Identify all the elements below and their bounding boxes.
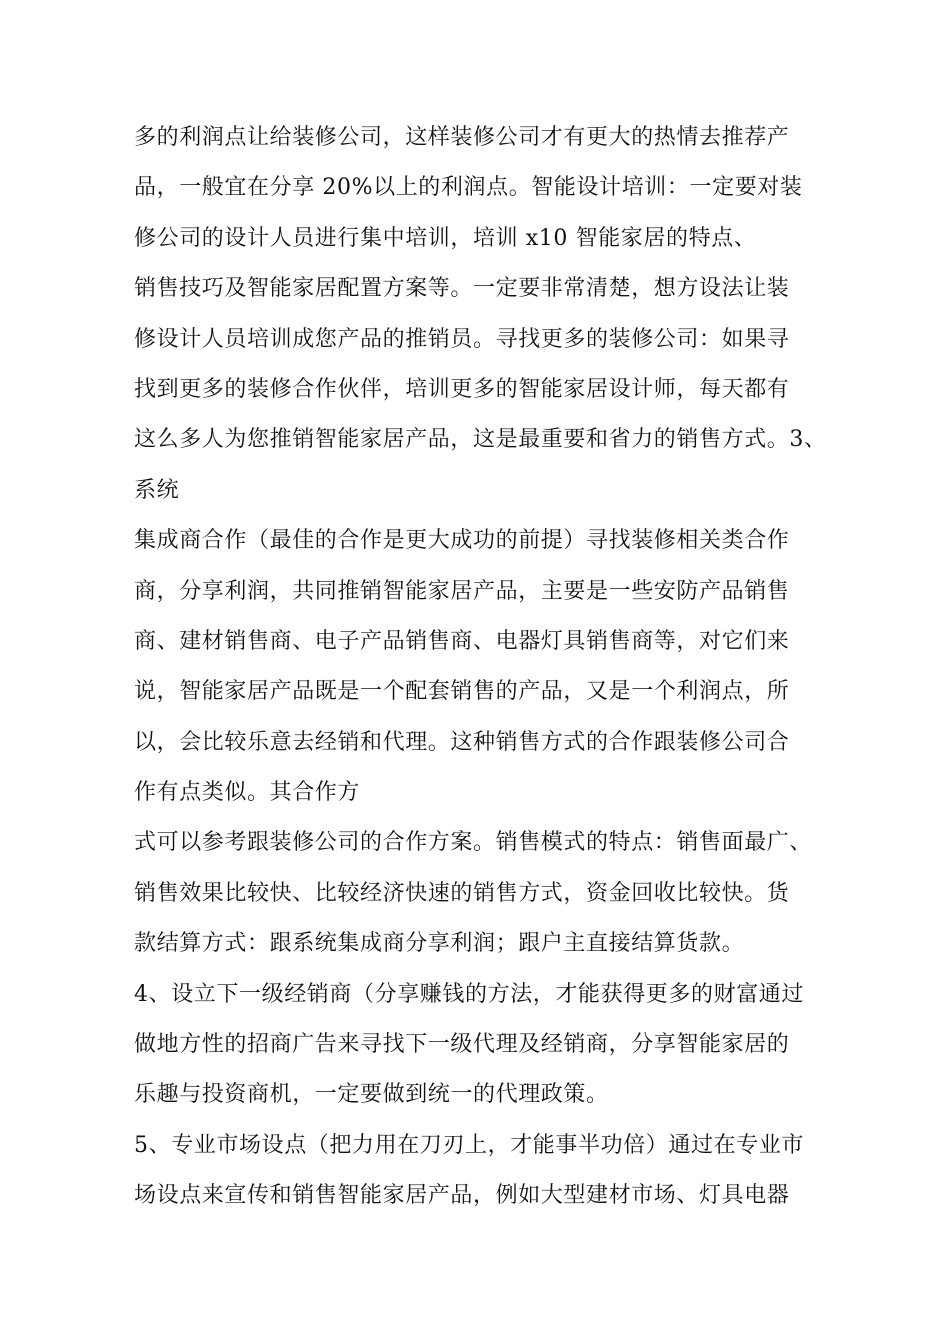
text-line-16: 销售效果比较快、比较经济快速的销售方式，资金回收比较快。货 <box>134 880 790 906</box>
text-line-10: 商，分享利润，共同推销智能家居产品，主要是一些安防产品销售 <box>134 578 790 604</box>
text-line-11: 商、建材销售商、电子产品销售商、电器灯具销售商等，对它们来 <box>134 628 790 654</box>
text-line-15: 式可以参考跟装修公司的合作方案。销售模式的特点：销售面最广、 <box>134 830 813 856</box>
text-line-5: 修设计人员培训成您产品的推销员。寻找更多的装修公司：如果寻 <box>134 326 790 352</box>
text-line-9: 集成商合作（最佳的合作是更大成功的前提）寻找装修相关类合作 <box>134 528 790 554</box>
text-line-13: 以，会比较乐意去经销和代理。这种销售方式的合作跟装修公司合 <box>134 729 790 755</box>
text-line-21: 5、专业市场设点（把力用在刀刃上，才能事半功倍）通过在专业市 <box>134 1132 804 1158</box>
text-line-3: 修公司的设计人员进行集中培训，培训 x10 智能家居的特点、 <box>134 225 757 251</box>
text-line-12: 说，智能家居产品既是一个配套销售的产品，又是一个利润点，所 <box>134 679 790 705</box>
text-line-6: 找到更多的装修合作伙伴，培训更多的智能家居设计师，每天都有 <box>134 376 790 402</box>
text-line-17: 款结算方式：跟系统集成商分享利润；跟户主直接结算货款。 <box>134 931 745 957</box>
text-line-1: 多的利润点让给装修公司，这样装修公司才有更大的热情去推荐产 <box>134 125 790 150</box>
text-line-8: 系统 <box>134 477 180 503</box>
text-line-7: 这么多人为您推销智能家居产品，这是最重要和省力的销售方式。3、 <box>134 427 827 453</box>
text-line-20: 乐趣与投资商机，一定要做到统一的代理政策。 <box>134 1082 609 1108</box>
text-line-14: 作有点类似。其合作方 <box>134 780 361 806</box>
text-line-18: 4、设立下一级经销商（分享赚钱的方法，才能获得更多的财富通过 <box>134 981 804 1007</box>
body-text <box>134 113 854 1222</box>
text-line-4: 销售技巧及智能家居配置方案等。一定要非常清楚，想方设法让装 <box>134 276 790 302</box>
text-line-19: 做地方性的招商广告来寻找下一级代理及经销商，分享智能家居的 <box>134 1032 790 1058</box>
text-line-22: 场设点来宣传和销售智能家居产品，例如大型建材市场、灯具电器 <box>134 1183 790 1209</box>
text-line-2: 品，一般宜在分享 20%以上的利润点。智能设计培训：一定要对装 <box>134 175 803 201</box>
